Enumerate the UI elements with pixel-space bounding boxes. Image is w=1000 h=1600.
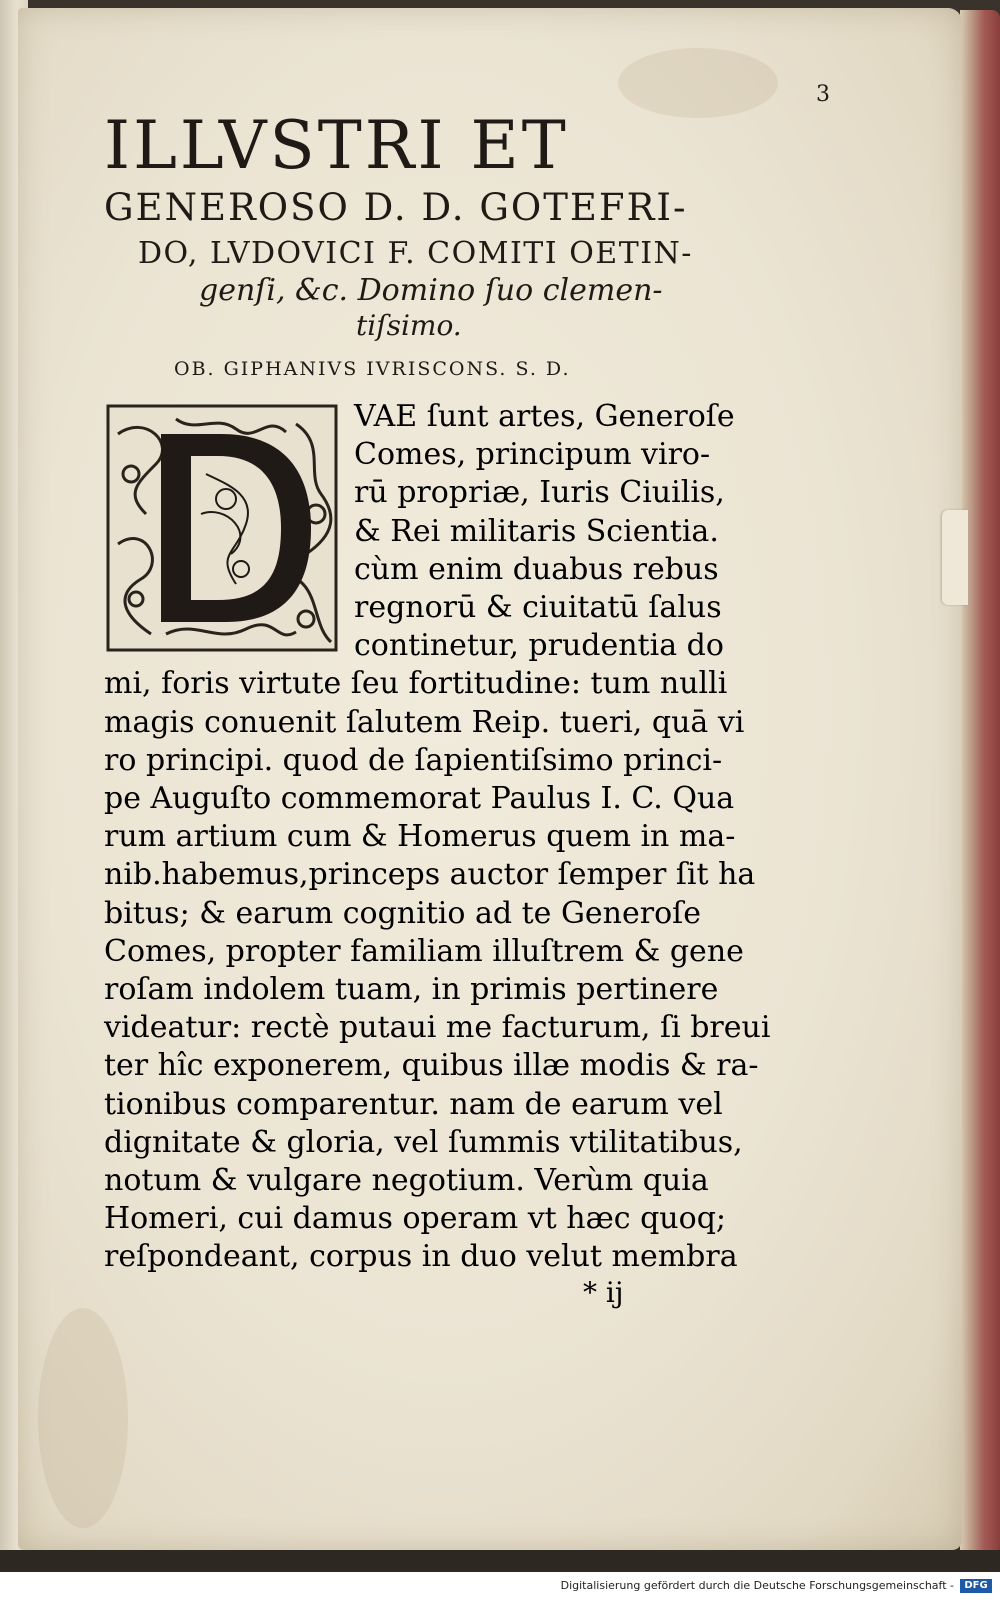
heading-line-2: GENEROSO D. D. GOTEFRI- xyxy=(104,186,688,229)
body-line: nib.habemus,princeps auctor ſemper ſit ha xyxy=(104,857,756,893)
heading-line-5: tiſsimo. xyxy=(356,309,462,342)
book-red-page-edge xyxy=(960,10,1000,1555)
bottom-book-edge xyxy=(0,1550,1000,1572)
body-line: tionibus comparentur. nam de earum vel xyxy=(104,1086,723,1122)
signature-mark: * ij xyxy=(583,1276,624,1309)
page-number: 3 xyxy=(816,82,830,107)
body-line: ro principi. quod de ſapientiſsimo princi- xyxy=(104,742,723,778)
heading-line-1: ILLVSTRI ET xyxy=(104,107,569,184)
body-line: reſpondeant, corpus in duo velut membra xyxy=(104,1239,738,1275)
body-line: videatur: rectè putaui me facturum, ſi breui xyxy=(104,1010,771,1046)
heading-line-3: DO, LVDOVICI F. COMITI OETIN- xyxy=(138,236,693,271)
body-line: cùm enim duabus rebus xyxy=(354,551,719,587)
heading-line-4: genſi, &c. Domino ſuo clemen- xyxy=(199,273,663,308)
body-line: VAE ſunt artes, Generoſe xyxy=(354,399,735,434)
body-line: continetur, prudentia do xyxy=(354,628,724,664)
decorated-initial-letter xyxy=(106,404,338,652)
body-line: dignitate & gloria, vel ſummis vtilitatibus, xyxy=(104,1124,743,1160)
sender-line: OB. GIPHANIVS IVRISCONS. S. D. xyxy=(174,358,571,380)
dfg-logo: DFG xyxy=(960,1579,992,1593)
body-line: pe Auguſto commemorat Paulus I. C. Qua xyxy=(104,781,735,816)
body-line: ter hîc exponerem, quibus illæ modis & ra- xyxy=(104,1048,759,1084)
footer-credit: Digitalisierung gefördert durch die Deutsche Forschungsgemeinschaft - xyxy=(560,1579,954,1592)
body-line: Comes, propter familiam illuſtrem & gene xyxy=(104,933,744,969)
body-line: notum & vulgare negotium. Verùm quia xyxy=(104,1163,709,1198)
body-line: Homeri, cui damus operam vt hæc quoq; xyxy=(104,1201,727,1237)
body-line: rū propriæ, Iuris Ciuilis, xyxy=(354,475,725,511)
body-line: & Rei militaris Scientia. xyxy=(354,513,719,549)
page-tab xyxy=(942,510,968,605)
body-line: rum artium cum & Homerus quem in ma- xyxy=(104,819,736,855)
body-line: roſam indolem tuam, in primis pertinere xyxy=(104,972,719,1007)
paper-stain xyxy=(38,1308,128,1528)
body-line: mi, foris virtute ſeu fortitudine: tum nulli xyxy=(104,666,728,702)
body-line: Comes, principum viro- xyxy=(354,437,711,473)
body-line: magis conuenit ſalutem Reip. tueri, quā vi xyxy=(104,704,745,740)
body-line: bitus; & earum cognitio ad te Generoſe xyxy=(104,895,701,931)
footer-bar xyxy=(0,1572,1000,1600)
body-line: regnorū & ciuitatū ſalus xyxy=(354,590,722,625)
